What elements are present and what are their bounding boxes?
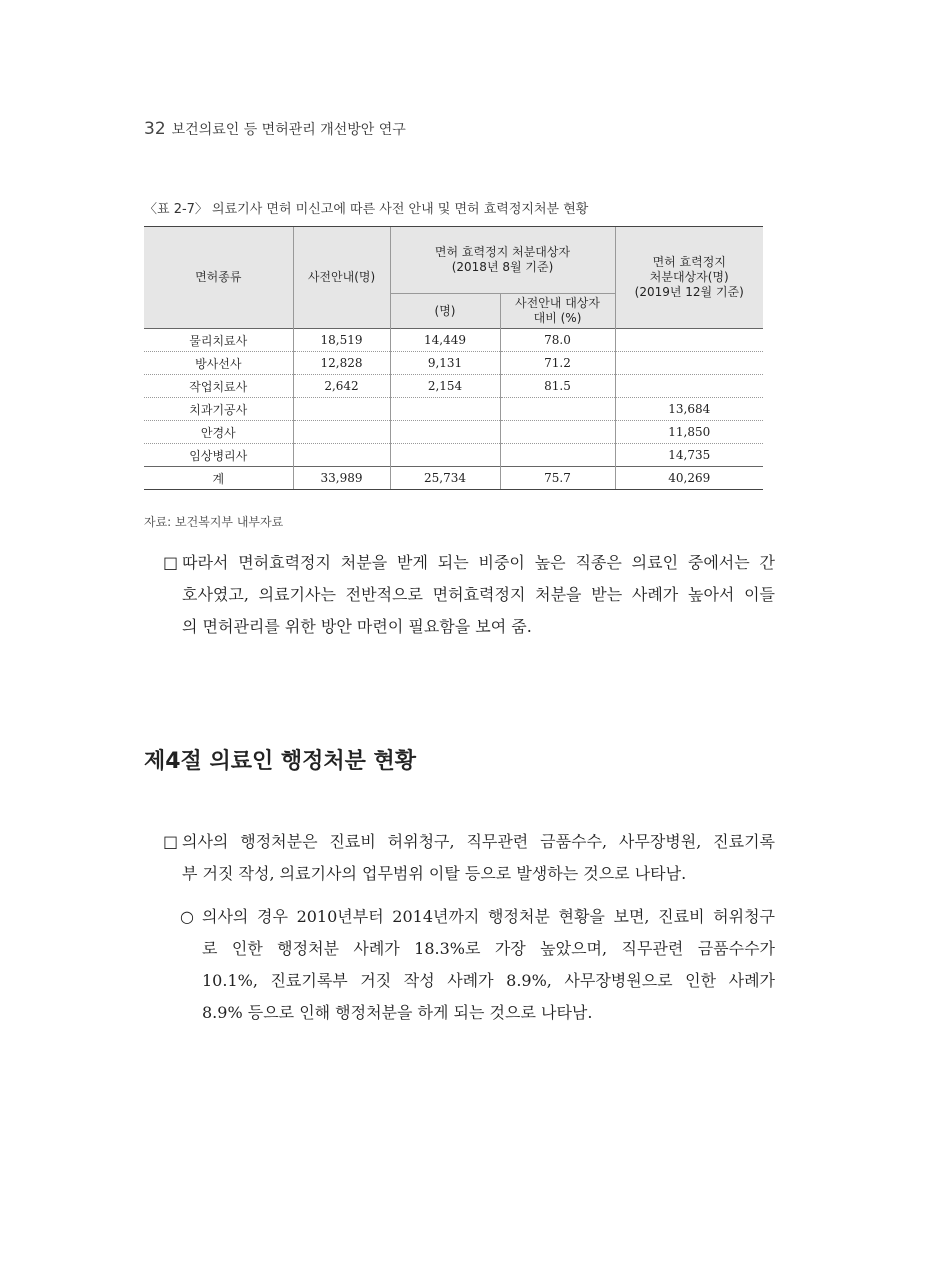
cell-pre-notice: 12,828 — [293, 352, 390, 375]
table-source-note: 자료: 보건복지부 내부자료 — [144, 515, 284, 529]
paragraph-doctor-disposition-stats — [180, 901, 775, 1029]
cell-target-2019: 40,269 — [615, 467, 763, 490]
cell-count — [390, 444, 500, 467]
cell-count — [390, 398, 500, 421]
cell-target-2019: 11,850 — [615, 421, 763, 444]
circle-bullet-icon: ○ — [180, 907, 194, 926]
square-bullet-icon: □ — [163, 553, 179, 572]
paragraph-line: 로 인한 행정처분 사례가 18.3%로 가장 높았으며, 직무관련 금품수수가 — [202, 939, 775, 958]
paragraph-license-suspension-summary — [163, 547, 775, 643]
table-caption: 〈표 2-7〉 의료기사 면허 미신고에 따른 사전 안내 및 면허 효력정지처분 현황 — [144, 202, 589, 217]
table-row — [144, 398, 763, 421]
cell-license-type: 계 — [144, 467, 293, 490]
cell-ratio: 81.5 — [500, 375, 615, 398]
table-row — [144, 375, 763, 398]
cell-count: 14,449 — [390, 329, 500, 352]
header-ratio: 사전안내 대상자 대비 (%) — [500, 294, 615, 329]
table-row — [144, 329, 763, 352]
header-2018-target-group: 면허 효력정지 처분대상자 (2018년 8월 기준) — [390, 227, 615, 294]
cell-license-type: 작업치료사 — [144, 375, 293, 398]
cell-ratio — [500, 421, 615, 444]
square-bullet-icon: □ — [163, 832, 179, 851]
paragraph-line: 8.9% 등으로 인해 행정처분을 하게 되는 것으로 나타남. — [202, 1003, 593, 1022]
cell-target-2019: 13,684 — [615, 398, 763, 421]
section-heading: 제4절 의료인 행정처분 현황 — [144, 749, 417, 774]
cell-pre-notice: 2,642 — [293, 375, 390, 398]
paragraph-line: 의사의 경우 2010년부터 2014년까지 행정처분 현황을 보면, 진료비 허위청구 — [202, 907, 775, 926]
cell-license-type: 안경사 — [144, 421, 293, 444]
paragraph-line: 호사였고, 의료기사는 전반적으로 면허효력정지 처분을 받는 사례가 높아서 이들 — [182, 585, 775, 604]
paragraph-line: 따라서 면허효력정지 처분을 받게 되는 비중이 높은 직종은 의료인 중에서는 간 — [182, 553, 775, 572]
table-total-row — [144, 467, 763, 490]
cell-ratio — [500, 444, 615, 467]
cell-count: 2,154 — [390, 375, 500, 398]
cell-license-type: 임상병리사 — [144, 444, 293, 467]
cell-target-2019: 14,735 — [615, 444, 763, 467]
cell-target-2019 — [615, 375, 763, 398]
cell-pre-notice — [293, 421, 390, 444]
cell-ratio: 75.7 — [500, 467, 615, 490]
cell-pre-notice — [293, 398, 390, 421]
table-row — [144, 421, 763, 444]
table-row — [144, 444, 763, 467]
table-row — [144, 352, 763, 375]
paragraph-line: 10.1%, 진료기록부 거짓 작성 사례가 8.9%, 사무장병원으로 인한 사례가 — [202, 971, 775, 990]
cell-target-2019 — [615, 329, 763, 352]
cell-pre-notice: 33,989 — [293, 467, 390, 490]
header-license-type: 면허종류 — [144, 227, 293, 329]
cell-pre-notice — [293, 444, 390, 467]
paragraph-line: 의 면허관리를 위한 방안 마련이 필요함을 보여 줌. — [182, 617, 532, 636]
cell-target-2019 — [615, 352, 763, 375]
cell-license-type: 치과기공사 — [144, 398, 293, 421]
license-suspension-table — [144, 226, 763, 490]
header-pre-notice: 사전안내(명) — [293, 227, 390, 329]
cell-ratio: 71.2 — [500, 352, 615, 375]
header-2019-target: 면허 효력정지 처분대상자(명) (2019년 12월 기준) — [615, 227, 763, 329]
cell-license-type: 물리치료사 — [144, 329, 293, 352]
cell-ratio — [500, 398, 615, 421]
cell-pre-notice: 18,519 — [293, 329, 390, 352]
running-header — [144, 119, 406, 139]
cell-license-type: 방사선사 — [144, 352, 293, 375]
header-count: (명) — [390, 294, 500, 329]
cell-count: 9,131 — [390, 352, 500, 375]
paragraph-admin-disposition-causes — [163, 826, 775, 890]
book-title: 보건의료인 등 면허관리 개선방안 연구 — [171, 122, 406, 138]
paragraph-line: 의사의 행정처분은 진료비 허위청구, 직무관련 금품수수, 사무장병원, 진료기록 — [182, 832, 775, 851]
cell-count — [390, 421, 500, 444]
paragraph-line: 부 거짓 작성, 의료기사의 업무범위 이탈 등으로 발생하는 것으로 나타남. — [182, 864, 687, 883]
cell-ratio: 78.0 — [500, 329, 615, 352]
page-number: 32 — [144, 119, 166, 139]
cell-count: 25,734 — [390, 467, 500, 490]
